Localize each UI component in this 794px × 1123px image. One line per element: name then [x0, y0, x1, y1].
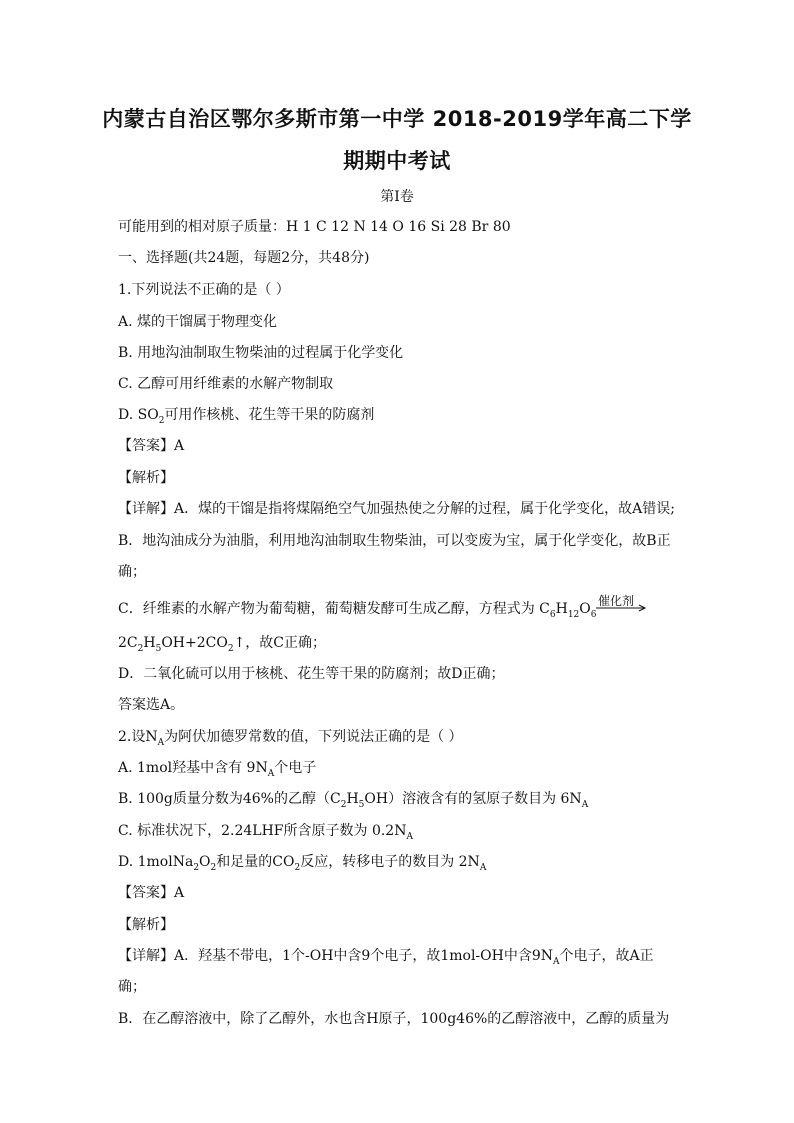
q1-option-b: B. 用地沟油制取生物柴油的过程属于化学变化	[118, 345, 404, 361]
q1-conclusion: 答案选A。	[118, 697, 185, 713]
q1-option-a: A. 煤的干馏属于物理变化	[118, 314, 278, 330]
q2-option-c: C. 标准状况下，2.24LHF所含原子数为 $0.2N_A$	[118, 823, 413, 842]
q1-option-c: C. 乙醇可用纤维素的水解产物制取	[118, 376, 334, 392]
q1-detail-c-equation: $2C_2H_5OH+2CO_2↑$，故C正确；	[118, 635, 327, 654]
catalyst-label: 催化剂	[598, 594, 635, 608]
exam-title-line-2: 期期中考试	[343, 149, 451, 173]
q1-detail-c: C．纤维素的水解产物为葡萄糖，葡萄糖发酵可生成乙醇，方程式为 $C_6H_{12}O_6$	[118, 601, 597, 620]
q2-detail-a: 【详解】A．羟基不带电，1个-OH中含9个电子，故1mol-OH中含$9N_A$个电子，故A正	[118, 948, 654, 967]
atomic-masses-line: 可能用到的相对原子质量：H 1 C 12 N 14 O 16 Si 28 Br 80	[118, 219, 511, 235]
q1-analysis-heading: 【解析】	[118, 470, 174, 486]
q2-stem: 2.设$N_A$为阿伏加德罗常数的值，下列说法正确的是（ ）	[118, 729, 463, 748]
exam-title-line-1: 内蒙古自治区鄂尔多斯市第一中学 2018-2019学年高二下学	[102, 107, 692, 131]
section-heading: 一、选择题(共24题，每题2分，共48分)	[118, 250, 370, 266]
catalyst-reaction-arrow	[596, 594, 648, 616]
q1-detail-a: 【详解】A．煤的干馏是指将煤隔绝空气加强热使之分解的过程，属于化学变化，故A错误;	[118, 501, 675, 517]
volume-heading: 第Ⅰ卷	[380, 189, 414, 205]
q2-option-b: B. 100g质量分数为46%的乙醇$(C_2H_5OH)$溶液含有的氢原子数目为 $6N_A$	[118, 791, 589, 810]
q1-option-d: D. $SO_2$可用作核桃、花生等干果的防腐剂	[118, 407, 375, 426]
q1-detail-b-line-1: B．地沟油成分为油脂，利用地沟油制取生物柴油，可以变废为宝，属于化学变化，故B正	[118, 533, 671, 549]
q1-stem: 1.下列说法不正确的是（ ）	[118, 282, 290, 298]
q2-option-d: D. $1molNa_2O_2$和足量的$CO_2$反应，转移电子的数目为 $2N_A$	[118, 854, 487, 873]
q1-answer: 【答案】A	[118, 438, 185, 454]
q2-detail-a-line-2: 确；	[118, 979, 146, 995]
q2-option-a: A. 1mol羟基中含有 $9N_A$个电子	[118, 760, 317, 779]
q2-analysis-heading: 【解析】	[118, 917, 174, 933]
q2-answer: 【答案】A	[118, 885, 185, 901]
right-arrow-icon	[596, 604, 648, 612]
q1-detail-d: D．二氧化硫可以用于核桃、花生等干果的防腐剂；故D正确；	[118, 666, 505, 682]
q2-detail-b: B．在乙醇溶液中，除了乙醇外，水也含H原子，100g46%的乙醇溶液中，乙醇的质量为	[118, 1011, 670, 1027]
q1-detail-b-line-2: 确；	[118, 564, 146, 580]
